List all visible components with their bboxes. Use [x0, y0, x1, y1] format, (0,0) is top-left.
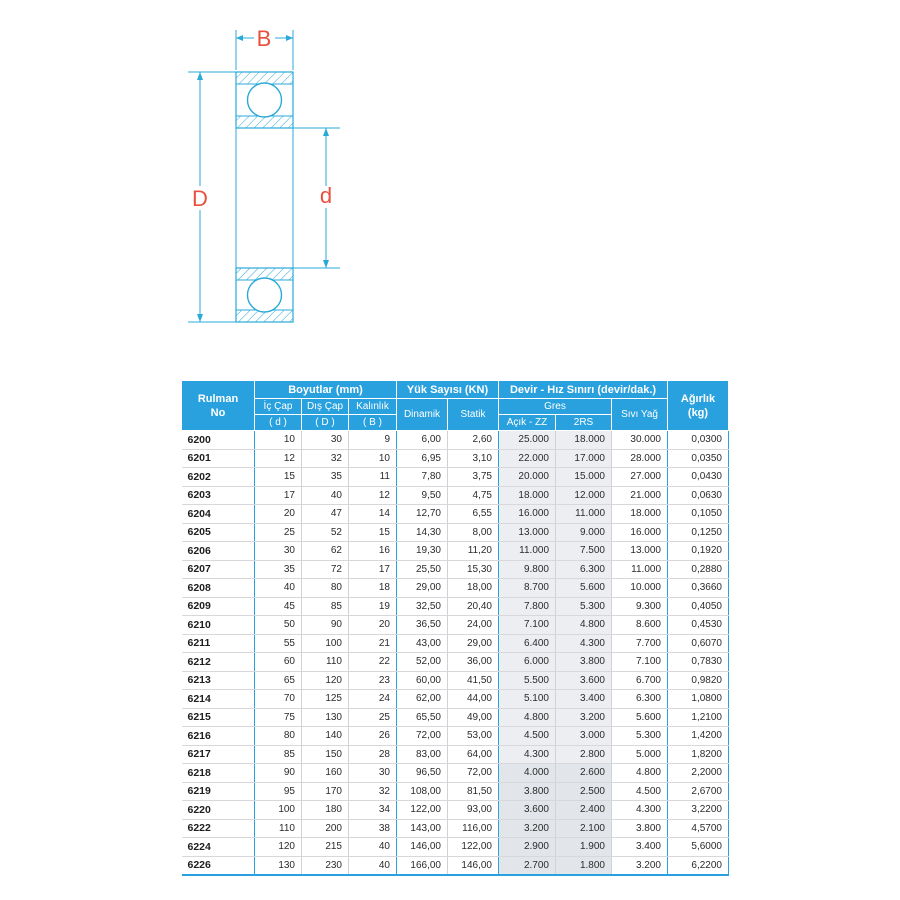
cell-ic-cap: 120: [255, 838, 302, 857]
top-ring-section: [236, 72, 293, 128]
cell-rs2: 3.600: [556, 671, 612, 690]
cell-rulman-no: 6204: [182, 505, 255, 524]
cell-sivi-yag: 6.700: [612, 671, 668, 690]
header-ic-cap-sym: ( d ): [255, 415, 302, 431]
cell-agirlik: 1,0800: [668, 690, 729, 709]
cell-acik-zz: 6.000: [499, 653, 556, 672]
cell-dis-cap: 32: [302, 449, 349, 468]
cell-dinamik: 36,50: [397, 616, 448, 635]
table-row: [182, 431, 729, 450]
cell-dis-cap: 160: [302, 764, 349, 783]
cell-rs2: 2.600: [556, 764, 612, 783]
cell-rulman-no: 6213: [182, 671, 255, 690]
cell-statik: 44,00: [448, 690, 499, 709]
cell-dis-cap: 230: [302, 856, 349, 875]
cell-agirlik: 1,4200: [668, 727, 729, 746]
header-agirlik-line2: (kg): [687, 406, 709, 419]
cell-rulman-no: 6206: [182, 542, 255, 561]
header-statik: Statik: [448, 399, 499, 431]
cell-dis-cap: 52: [302, 523, 349, 542]
cell-sivi-yag: 8.600: [612, 616, 668, 635]
table-row: [182, 560, 729, 579]
cell-ic-cap: 60: [255, 653, 302, 672]
cell-ic-cap: 90: [255, 764, 302, 783]
header-rulman-no-line2: No: [210, 406, 226, 419]
cell-agirlik: 6,2200: [668, 856, 729, 875]
cell-agirlik: 4,5700: [668, 819, 729, 838]
cell-ic-cap: 30: [255, 542, 302, 561]
cell-dinamik: 19,30: [397, 542, 448, 561]
cell-agirlik: 0,2880: [668, 560, 729, 579]
cell-dinamik: 146,00: [397, 838, 448, 857]
cell-acik-zz: 20.000: [499, 468, 556, 487]
cell-sivi-yag: 7.700: [612, 634, 668, 653]
cell-kalinlik: 22: [349, 653, 397, 672]
cell-rulman-no: 6222: [182, 819, 255, 838]
cell-ic-cap: 110: [255, 819, 302, 838]
cell-statik: 49,00: [448, 708, 499, 727]
cell-agirlik: 0,1250: [668, 523, 729, 542]
cell-rs2: 12.000: [556, 486, 612, 505]
cell-rulman-no: 6216: [182, 727, 255, 746]
cell-agirlik: 0,3660: [668, 579, 729, 598]
cell-rs2: 2.800: [556, 745, 612, 764]
cell-kalinlik: 25: [349, 708, 397, 727]
cell-kalinlik: 34: [349, 801, 397, 820]
header-sivi-yag: Sıvı Yağ: [612, 399, 668, 431]
cell-sivi-yag: 27.000: [612, 468, 668, 487]
cell-dis-cap: 30: [302, 431, 349, 450]
cell-rulman-no: 6210: [182, 616, 255, 635]
cell-acik-zz: 11.000: [499, 542, 556, 561]
table-row: [182, 727, 729, 746]
cell-ic-cap: 40: [255, 579, 302, 598]
cell-dis-cap: 150: [302, 745, 349, 764]
cell-rulman-no: 6203: [182, 486, 255, 505]
table-row: [182, 542, 729, 561]
cell-ic-cap: 130: [255, 856, 302, 875]
dimension-B-label: B: [256, 26, 272, 51]
cell-sivi-yag: 18.000: [612, 505, 668, 524]
cell-dinamik: 83,00: [397, 745, 448, 764]
cell-dis-cap: 140: [302, 727, 349, 746]
cell-acik-zz: 9.800: [499, 560, 556, 579]
header-dis-cap: Dış Çap: [302, 399, 349, 415]
cell-rulman-no: 6220: [182, 801, 255, 820]
cell-dinamik: 6,00: [397, 431, 448, 450]
table-row: [182, 634, 729, 653]
cell-rulman-no: 6217: [182, 745, 255, 764]
cell-dinamik: 6,95: [397, 449, 448, 468]
cell-agirlik: 0,0430: [668, 468, 729, 487]
cell-statik: 72,00: [448, 764, 499, 783]
cell-sivi-yag: 10.000: [612, 579, 668, 598]
cell-statik: 20,40: [448, 597, 499, 616]
cell-rs2: 9.000: [556, 523, 612, 542]
cell-dis-cap: 72: [302, 560, 349, 579]
cell-dis-cap: 130: [302, 708, 349, 727]
cell-acik-zz: 18.000: [499, 486, 556, 505]
cell-rs2: 6.300: [556, 560, 612, 579]
cell-kalinlik: 10: [349, 449, 397, 468]
cell-dinamik: 12,70: [397, 505, 448, 524]
header-dinamik: Dinamik: [397, 399, 448, 431]
cell-sivi-yag: 21.000: [612, 486, 668, 505]
cell-ic-cap: 70: [255, 690, 302, 709]
cell-statik: 24,00: [448, 616, 499, 635]
cell-rulman-no: 6207: [182, 560, 255, 579]
cell-statik: 53,00: [448, 727, 499, 746]
cell-sivi-yag: 13.000: [612, 542, 668, 561]
header-acik-zz: Açık - ZZ: [499, 415, 556, 431]
cell-rulman-no: 6200: [182, 431, 255, 450]
cell-rs2: 2.400: [556, 801, 612, 820]
cell-rs2: 4.800: [556, 616, 612, 635]
table-row: [182, 856, 729, 875]
table-row: [182, 616, 729, 635]
cell-sivi-yag: 28.000: [612, 449, 668, 468]
cell-rulman-no: 6218: [182, 764, 255, 783]
cell-agirlik: 0,0300: [668, 431, 729, 450]
cell-ic-cap: 10: [255, 431, 302, 450]
cell-rs2: 2.500: [556, 782, 612, 801]
cell-statik: 18,00: [448, 579, 499, 598]
cell-statik: 64,00: [448, 745, 499, 764]
cell-rs2: 7.500: [556, 542, 612, 561]
cell-ic-cap: 17: [255, 486, 302, 505]
cell-acik-zz: 25.000: [499, 431, 556, 450]
cell-kalinlik: 20: [349, 616, 397, 635]
cell-ic-cap: 80: [255, 727, 302, 746]
cell-sivi-yag: 5.300: [612, 727, 668, 746]
cell-acik-zz: 13.000: [499, 523, 556, 542]
cell-statik: 11,20: [448, 542, 499, 561]
cell-agirlik: 1,2100: [668, 708, 729, 727]
cell-acik-zz: 4.300: [499, 745, 556, 764]
cell-agirlik: 0,9820: [668, 671, 729, 690]
cell-rulman-no: 6214: [182, 690, 255, 709]
table-row: [182, 782, 729, 801]
cell-kalinlik: 18: [349, 579, 397, 598]
cell-rs2: 3.800: [556, 653, 612, 672]
cell-ic-cap: 85: [255, 745, 302, 764]
table-row: [182, 579, 729, 598]
cell-dinamik: 166,00: [397, 856, 448, 875]
cell-agirlik: 3,2200: [668, 801, 729, 820]
cell-dinamik: 122,00: [397, 801, 448, 820]
table-row: [182, 801, 729, 820]
cell-dinamik: 52,00: [397, 653, 448, 672]
cell-dinamik: 108,00: [397, 782, 448, 801]
table-row: [182, 597, 729, 616]
dimension-D-label: D: [192, 186, 208, 211]
cell-sivi-yag: 3.800: [612, 819, 668, 838]
cell-kalinlik: 40: [349, 856, 397, 875]
cell-dis-cap: 125: [302, 690, 349, 709]
table-row: [182, 745, 729, 764]
cell-acik-zz: 2.900: [499, 838, 556, 857]
cell-ic-cap: 20: [255, 505, 302, 524]
cell-rs2: 4.300: [556, 634, 612, 653]
header-kalinlik-sym: ( B ): [349, 415, 397, 431]
header-boyutlar: Boyutlar (mm): [255, 381, 397, 399]
header-dis-cap-sym: ( D ): [302, 415, 349, 431]
cell-agirlik: 0,0630: [668, 486, 729, 505]
cell-rs2: 15.000: [556, 468, 612, 487]
cell-statik: 15,30: [448, 560, 499, 579]
cell-acik-zz: 16.000: [499, 505, 556, 524]
cell-dis-cap: 100: [302, 634, 349, 653]
cell-dis-cap: 215: [302, 838, 349, 857]
cell-statik: 93,00: [448, 801, 499, 820]
cell-statik: 41,50: [448, 671, 499, 690]
cell-sivi-yag: 5.000: [612, 745, 668, 764]
cell-sivi-yag: 3.200: [612, 856, 668, 875]
cell-kalinlik: 17: [349, 560, 397, 579]
cell-dis-cap: 40: [302, 486, 349, 505]
cell-agirlik: 0,0350: [668, 449, 729, 468]
cell-agirlik: 0,4050: [668, 597, 729, 616]
cell-ic-cap: 15: [255, 468, 302, 487]
cell-acik-zz: 7.800: [499, 597, 556, 616]
cell-rulman-no: 6212: [182, 653, 255, 672]
header-rulman-no: [182, 381, 255, 431]
cell-statik: 81,50: [448, 782, 499, 801]
cell-rs2: 11.000: [556, 505, 612, 524]
cell-acik-zz: 6.400: [499, 634, 556, 653]
cell-ic-cap: 35: [255, 560, 302, 579]
cell-statik: 116,00: [448, 819, 499, 838]
cell-agirlik: 2,6700: [668, 782, 729, 801]
cell-acik-zz: 3.600: [499, 801, 556, 820]
cell-dinamik: 25,50: [397, 560, 448, 579]
cell-statik: 4,75: [448, 486, 499, 505]
cell-kalinlik: 40: [349, 838, 397, 857]
table-row: [182, 819, 729, 838]
cell-statik: 3,10: [448, 449, 499, 468]
cell-rulman-no: 6208: [182, 579, 255, 598]
cell-agirlik: 0,7830: [668, 653, 729, 672]
cell-ic-cap: 65: [255, 671, 302, 690]
cell-dinamik: 62,00: [397, 690, 448, 709]
cell-sivi-yag: 9.300: [612, 597, 668, 616]
cell-kalinlik: 12: [349, 486, 397, 505]
cell-rs2: 1.800: [556, 856, 612, 875]
bearing-cross-section-svg: [0, 0, 900, 360]
cell-ic-cap: 100: [255, 801, 302, 820]
cell-acik-zz: 22.000: [499, 449, 556, 468]
cell-rulman-no: 6219: [182, 782, 255, 801]
cell-dis-cap: 85: [302, 597, 349, 616]
cell-ic-cap: 45: [255, 597, 302, 616]
bottom-ring-section: [236, 268, 293, 322]
cell-kalinlik: 11: [349, 468, 397, 487]
cell-acik-zz: 4.000: [499, 764, 556, 783]
cell-kalinlik: 38: [349, 819, 397, 838]
cell-kalinlik: 28: [349, 745, 397, 764]
cell-acik-zz: 3.200: [499, 819, 556, 838]
cell-rulman-no: 6211: [182, 634, 255, 653]
cell-dinamik: 43,00: [397, 634, 448, 653]
table-row: [182, 653, 729, 672]
cell-dis-cap: 90: [302, 616, 349, 635]
cell-agirlik: 5,6000: [668, 838, 729, 857]
bearing-spec-table-wrap: [181, 380, 728, 890]
cell-dis-cap: 110: [302, 653, 349, 672]
cell-kalinlik: 15: [349, 523, 397, 542]
header-agirlik-line1: Ağırlık: [680, 392, 716, 405]
cell-ic-cap: 12: [255, 449, 302, 468]
cell-sivi-yag: 3.400: [612, 838, 668, 857]
cell-kalinlik: 24: [349, 690, 397, 709]
cell-acik-zz: 5.500: [499, 671, 556, 690]
cell-acik-zz: 5.100: [499, 690, 556, 709]
cell-kalinlik: 32: [349, 782, 397, 801]
cell-sivi-yag: 11.000: [612, 560, 668, 579]
cell-statik: 3,75: [448, 468, 499, 487]
cell-kalinlik: 23: [349, 671, 397, 690]
cell-dis-cap: 200: [302, 819, 349, 838]
bearing-spec-table-body: [182, 431, 729, 876]
cell-statik: 6,55: [448, 505, 499, 524]
cell-ic-cap: 50: [255, 616, 302, 635]
table-row: [182, 708, 729, 727]
cell-dinamik: 60,00: [397, 671, 448, 690]
table-row: [182, 523, 729, 542]
cell-rs2: 3.200: [556, 708, 612, 727]
cell-kalinlik: 14: [349, 505, 397, 524]
cell-dis-cap: 62: [302, 542, 349, 561]
cell-rulman-no: 6202: [182, 468, 255, 487]
cell-acik-zz: 4.800: [499, 708, 556, 727]
cell-statik: 36,00: [448, 653, 499, 672]
cell-statik: 122,00: [448, 838, 499, 857]
cell-dis-cap: 120: [302, 671, 349, 690]
cell-acik-zz: 7.100: [499, 616, 556, 635]
cell-rs2: 2.100: [556, 819, 612, 838]
cell-sivi-yag: 4.300: [612, 801, 668, 820]
table-row: [182, 505, 729, 524]
cell-sivi-yag: 7.100: [612, 653, 668, 672]
header-kalinlik: Kalınlık: [349, 399, 397, 415]
header-ic-cap: İç Çap: [255, 399, 302, 415]
cell-rs2: 3.400: [556, 690, 612, 709]
dimension-d-label: d: [319, 183, 333, 208]
cell-agirlik: 0,1050: [668, 505, 729, 524]
cell-statik: 146,00: [448, 856, 499, 875]
cell-agirlik: 0,6070: [668, 634, 729, 653]
table-row: [182, 671, 729, 690]
header-yuk-sayisi: Yük Sayısı (KN): [397, 381, 499, 399]
cell-rulman-no: 6226: [182, 856, 255, 875]
cell-sivi-yag: 4.500: [612, 782, 668, 801]
cell-dinamik: 65,50: [397, 708, 448, 727]
header-gres: Gres: [499, 399, 612, 415]
cell-dis-cap: 35: [302, 468, 349, 487]
table-row: [182, 838, 729, 857]
dimension-B: [236, 26, 293, 70]
cell-rs2: 5.300: [556, 597, 612, 616]
cell-sivi-yag: 5.600: [612, 708, 668, 727]
cell-rulman-no: 6205: [182, 523, 255, 542]
cell-rulman-no: 6209: [182, 597, 255, 616]
cell-dinamik: 32,50: [397, 597, 448, 616]
header-devir: Devir - Hız Sınırı (devir/dak.): [499, 381, 668, 399]
dimension-D: [188, 72, 236, 322]
cell-dis-cap: 180: [302, 801, 349, 820]
cell-kalinlik: 26: [349, 727, 397, 746]
cell-dinamik: 7,80: [397, 468, 448, 487]
header-rulman-no-line1: Rulman: [197, 392, 239, 405]
cell-dis-cap: 170: [302, 782, 349, 801]
cell-dinamik: 29,00: [397, 579, 448, 598]
cell-statik: 8,00: [448, 523, 499, 542]
cell-acik-zz: 3.800: [499, 782, 556, 801]
cell-rs2: 17.000: [556, 449, 612, 468]
cell-kalinlik: 16: [349, 542, 397, 561]
cell-dinamik: 96,50: [397, 764, 448, 783]
cell-ic-cap: 55: [255, 634, 302, 653]
cell-agirlik: 1,8200: [668, 745, 729, 764]
cell-rs2: 3.000: [556, 727, 612, 746]
bearing-diagram: [0, 0, 900, 360]
table-row: [182, 690, 729, 709]
cell-rs2: 5.600: [556, 579, 612, 598]
cell-sivi-yag: 16.000: [612, 523, 668, 542]
cell-ic-cap: 25: [255, 523, 302, 542]
table-row: [182, 449, 729, 468]
cell-kalinlik: 19: [349, 597, 397, 616]
cell-rs2: 18.000: [556, 431, 612, 450]
cell-agirlik: 0,1920: [668, 542, 729, 561]
cell-dinamik: 14,30: [397, 523, 448, 542]
table-row: [182, 486, 729, 505]
cell-ic-cap: 75: [255, 708, 302, 727]
cell-acik-zz: 8.700: [499, 579, 556, 598]
cell-statik: 29,00: [448, 634, 499, 653]
cell-agirlik: 0,4530: [668, 616, 729, 635]
cell-dinamik: 72,00: [397, 727, 448, 746]
bearing-spec-table: [181, 380, 729, 876]
cell-acik-zz: 2.700: [499, 856, 556, 875]
header-agirlik: [668, 381, 729, 431]
cell-dinamik: 9,50: [397, 486, 448, 505]
cell-rulman-no: 6215: [182, 708, 255, 727]
table-row: [182, 468, 729, 487]
header-2rs: 2RS: [556, 415, 612, 431]
cell-statik: 2,60: [448, 431, 499, 450]
cell-dinamik: 143,00: [397, 819, 448, 838]
cell-sivi-yag: 4.800: [612, 764, 668, 783]
cell-agirlik: 2,2000: [668, 764, 729, 783]
cell-kalinlik: 9: [349, 431, 397, 450]
cell-dis-cap: 80: [302, 579, 349, 598]
cell-sivi-yag: 30.000: [612, 431, 668, 450]
cell-kalinlik: 21: [349, 634, 397, 653]
dimension-d: [293, 128, 340, 268]
cell-rulman-no: 6224: [182, 838, 255, 857]
table-row: [182, 764, 729, 783]
cell-dis-cap: 47: [302, 505, 349, 524]
cell-kalinlik: 30: [349, 764, 397, 783]
cell-acik-zz: 4.500: [499, 727, 556, 746]
cell-sivi-yag: 6.300: [612, 690, 668, 709]
cell-rulman-no: 6201: [182, 449, 255, 468]
cell-rs2: 1.900: [556, 838, 612, 857]
cell-ic-cap: 95: [255, 782, 302, 801]
